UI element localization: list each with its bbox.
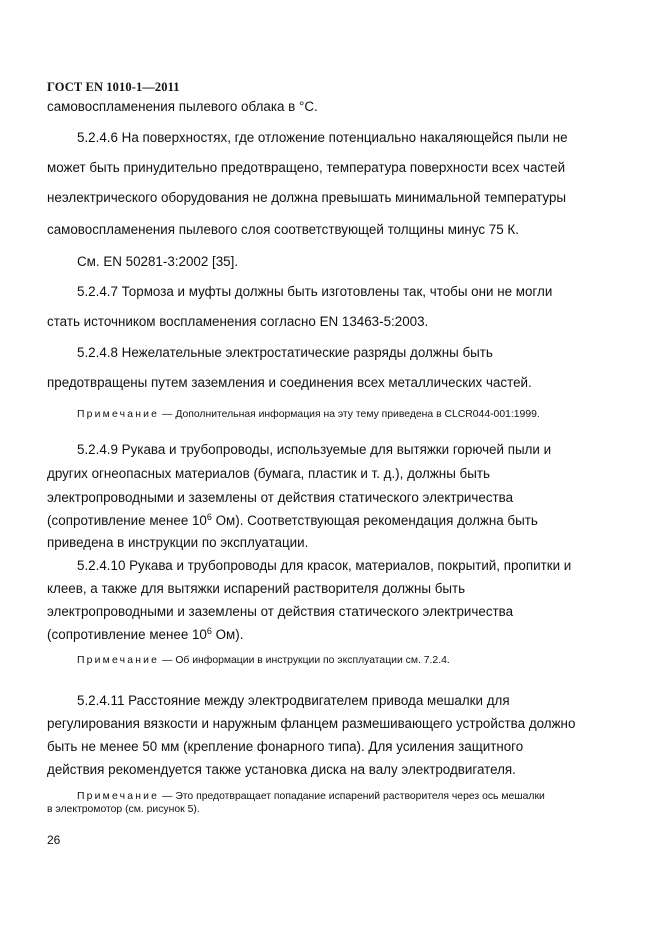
para-5-2-4-10-line1: 5.2.4.10 Рукава и трубопроводы для красок, материалов, покрытий, пропитки и — [77, 558, 572, 573]
para-5-2-4-8-line1: 5.2.4.8 Нежелательные электростатические разряды должны быть — [77, 345, 493, 360]
note-1: Примечание — Дополнительная информация на эту тему приведена в CLCR044-001:1999. — [77, 409, 540, 420]
para-5-2-4-9-line2: других огнеопасных материалов (бумага, пластик и т. д.), должны быть — [47, 466, 490, 481]
para-5-2-4-11-line3: быть не менее 50 мм (крепление фонарного типа). Для усиления защитного — [47, 739, 524, 754]
note-label: Примечание — [77, 655, 160, 666]
page-number: 26 — [47, 833, 61, 847]
para-5-2-4-6-line2: может быть принудительно предотвращено, температура поверхности всех частей — [47, 160, 566, 175]
para-5-2-4-10-line2: клеев, а также для вытяжки испарений растворителя должны быть — [47, 581, 466, 596]
note-label: Примечание — [77, 409, 160, 420]
para-5-2-4-6-line1: 5.2.4.6 На поверхностях, где отложение потенциально накаляющейся пыли не — [77, 130, 568, 145]
note-3-line1: Примечание — Это предотвращает попадание испарений растворителя через ось мешалки — [77, 791, 545, 802]
para-5-2-4-10-line4: (сопротивление менее $10^6$ Ом). — [47, 626, 244, 642]
para-5-2-4-11-line1: 5.2.4.11 Расстояние между электродвигателем привода мешалки для — [77, 693, 510, 708]
para-5-2-4-6-line4: самовоспламенения пылевого слоя соответствующей толщины минус 75 К. — [47, 222, 519, 237]
para-5-2-4-10-line3: электропроводными и заземлены от действия статического электричества — [47, 604, 514, 619]
note-2: Примечание — Об информации в инструкции по эксплуатации см. 7.2.4. — [77, 655, 450, 666]
text-line: самовоспламенения пылевого облака в °С. — [47, 99, 318, 114]
document-header: ГОСТ EN 1010-1—2011 — [47, 80, 180, 94]
para-5-2-4-9-line1: 5.2.4.9 Рукава и трубопроводы, используемые для вытяжки горючей пыли и — [77, 442, 552, 457]
para-5-2-4-9-line5: приведена в инструкции по эксплуатации. — [47, 535, 309, 550]
para-5-2-4-11-line4: действия рекомендуется также установка диска на валу электродвигателя. — [47, 762, 516, 777]
para-5-2-4-6-line3: неэлектрического оборудования не должна превышать минимальной температуры — [47, 190, 567, 205]
note-label: Примечание — [77, 791, 160, 802]
para-5-2-4-9-line3: электропроводными и заземлены от действия статического электричества — [47, 490, 514, 505]
para-5-2-4-7-line1: 5.2.4.7 Тормоза и муфты должны быть изготовлены так, чтобы они не могли — [77, 284, 553, 299]
para-5-2-4-9-line4: (сопротивление менее $10^6$ Ом). Соответствующая рекомендация должна быть — [47, 512, 538, 528]
note-3-line2: в электромотор (см. рисунок 5). — [47, 804, 200, 815]
para-5-2-4-7-line2: стать источником воспламенения согласно EN 13463-5:2003. — [47, 314, 429, 329]
para-5-2-4-11-line2: регулирования вязкости и наружным фланцем размешивающего устройства должно — [47, 716, 576, 731]
see-reference: См. EN 50281-3:2002 [35]. — [77, 254, 239, 269]
para-5-2-4-8-line2: предотвращены путем заземления и соединения всех металлических частей. — [47, 375, 532, 390]
